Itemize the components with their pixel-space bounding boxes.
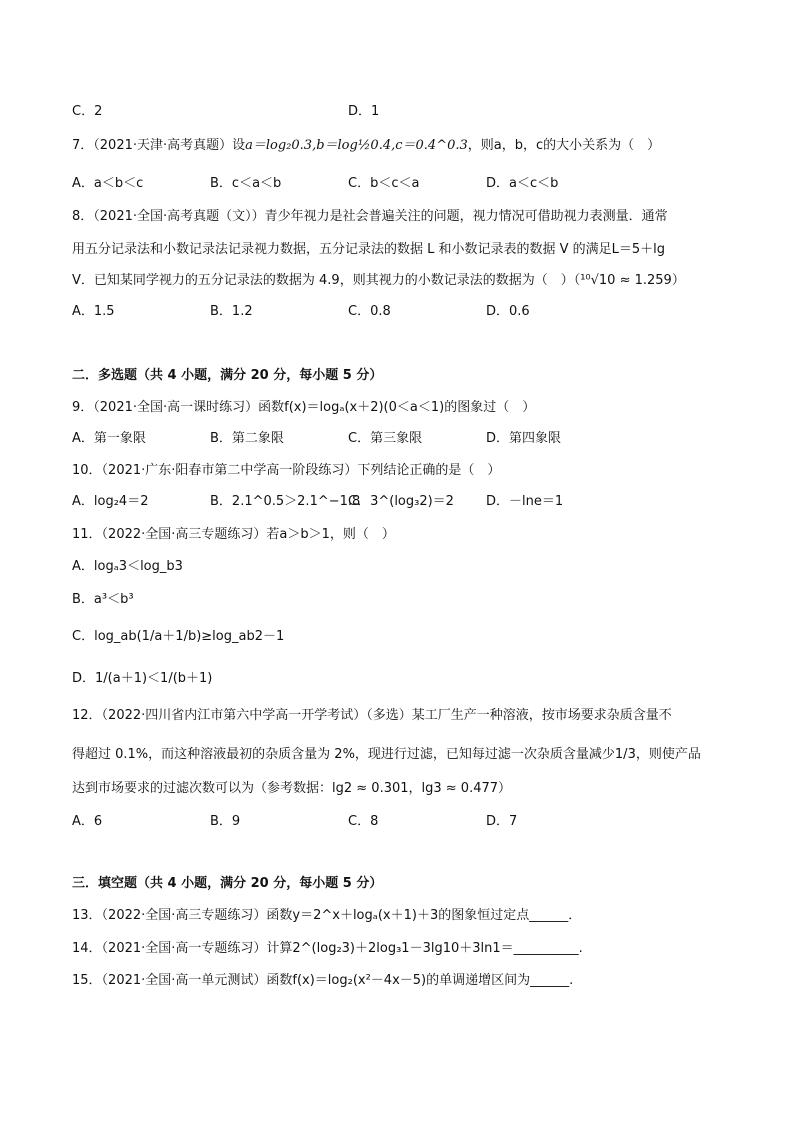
q9-option-c: C．第三象限 <box>348 431 423 446</box>
q12-option-a: A．6 <box>72 814 103 829</box>
q9-option-d: D．第四象限 <box>486 431 562 446</box>
question-14-stem: 14．（2021·全国·高一专题练习）计算2^(log₂3)＋2log₃1－3lg10＋3ln1＝__________. <box>72 941 583 956</box>
q6-option-c: C．2 <box>72 104 103 119</box>
q10-option-d: D．－lne＝1 <box>486 494 564 509</box>
q8-option-b: B．1.2 <box>210 304 253 319</box>
q12-option-d: D．7 <box>486 814 518 829</box>
question-12-line-1: 12．（2022·四川省内江市第六中学高一开学考试）（多选）某工厂生产一种溶液，按市场要求杂质含量不 <box>72 708 672 723</box>
section-3-heading: 三．填空题（共 4 小题，满分 20 分，每小题 5 分） <box>72 876 383 891</box>
question-8-line-1: 8．（2021·全国·高考真题（文））青少年视力是社会普遍关注的问题，视力情况可借助视力表测量．通常 <box>72 209 668 224</box>
question-15-stem: 15．（2021·全国·高一单元测试）函数f(x)＝log₂(x²－4x－5)的单调递增区间为______. <box>72 973 574 988</box>
q10-option-a: A．log₂4＝2 <box>72 494 149 509</box>
q7-option-a: A．a＜b＜c <box>72 176 144 191</box>
q9-option-a: A．第一象限 <box>72 431 146 446</box>
q12-option-b: B．9 <box>210 814 241 829</box>
q9-option-b: B．第二象限 <box>210 431 284 446</box>
section-2-heading: 二．多选题（共 4 小题，满分 20 分，每小题 5 分） <box>72 368 383 383</box>
question-7-stem <box>72 136 660 156</box>
q7-option-c: C．b＜c＜a <box>348 176 420 191</box>
q6-option-d: D．1 <box>348 104 380 119</box>
question-8-line-2: 用五分记录法和小数记录法记录视力数据，五分记录法的数据 L 和小数记录表的数据 V 的满足L＝5＋lg <box>72 242 666 257</box>
q8-option-c: C．0.8 <box>348 304 391 319</box>
q8-option-d: D．0.6 <box>486 304 530 319</box>
q12-option-c: C．8 <box>348 814 379 829</box>
q11-option-b: B．a³＜b³ <box>72 592 134 607</box>
q8-option-a: A．1.5 <box>72 304 115 319</box>
question-8-line-3: V．已知某同学视力的五分记录法的数据为 4.9，则其视力的小数记录法的数据为（ ）（¹⁰√10 ≈ 1.259） <box>72 273 685 288</box>
q11-option-c: C．log_ab(1/a＋1/b)≥log_ab2－1 <box>72 629 285 644</box>
q10-option-b: B．2.1^0.5＞2.1^−1.8 <box>210 494 361 509</box>
q7-tail: ，则a，b，c的大小关系为（ ） <box>467 138 661 153</box>
q11-option-a: A．logₐ3＜log_b3 <box>72 559 183 574</box>
question-13-stem: 13．（2022·全国·高三专题练习）函数y＝2^x＋logₐ(x＋1)＋3的图象恒过定点______． <box>72 908 582 923</box>
q7-source: 7．（2021·天津·高考真题）设 <box>72 138 246 153</box>
question-11-stem: 11．（2022·全国·高三专题练习）若a＞b＞1，则（ ） <box>72 527 395 542</box>
question-9-stem: 9．（2021·全国·高一课时练习）函数f(x)＝logₐ(x＋2)(0＜a＜1)的图象过（ ） <box>72 400 536 415</box>
question-12-line-3: 达到市场要求的过滤次数可以为（参考数据：lg2 ≈ 0.301，lg3 ≈ 0.477） <box>72 781 512 796</box>
q7-option-d: D．a＜c＜b <box>486 176 559 191</box>
q7-option-b: B．c＜a＜b <box>210 176 282 191</box>
q10-option-c: C．3^(log₃2)＝2 <box>348 494 454 509</box>
q11-option-d: D．1/(a＋1)＜1/(b＋1) <box>72 671 213 686</box>
q7-math: a＝log₂0.3,b＝log½0.4,c＝0.4^0.3 <box>245 138 468 153</box>
question-12-line-2: 得超过 0.1%，而这种溶液最初的杂质含量为 2%，现进行过滤，已知每过滤一次杂质含量减少1/3，则使产品 <box>72 747 701 762</box>
question-10-stem: 10．（2021·广东·阳春市第二中学高一阶段练习）下列结论正确的是（ ） <box>72 463 501 478</box>
